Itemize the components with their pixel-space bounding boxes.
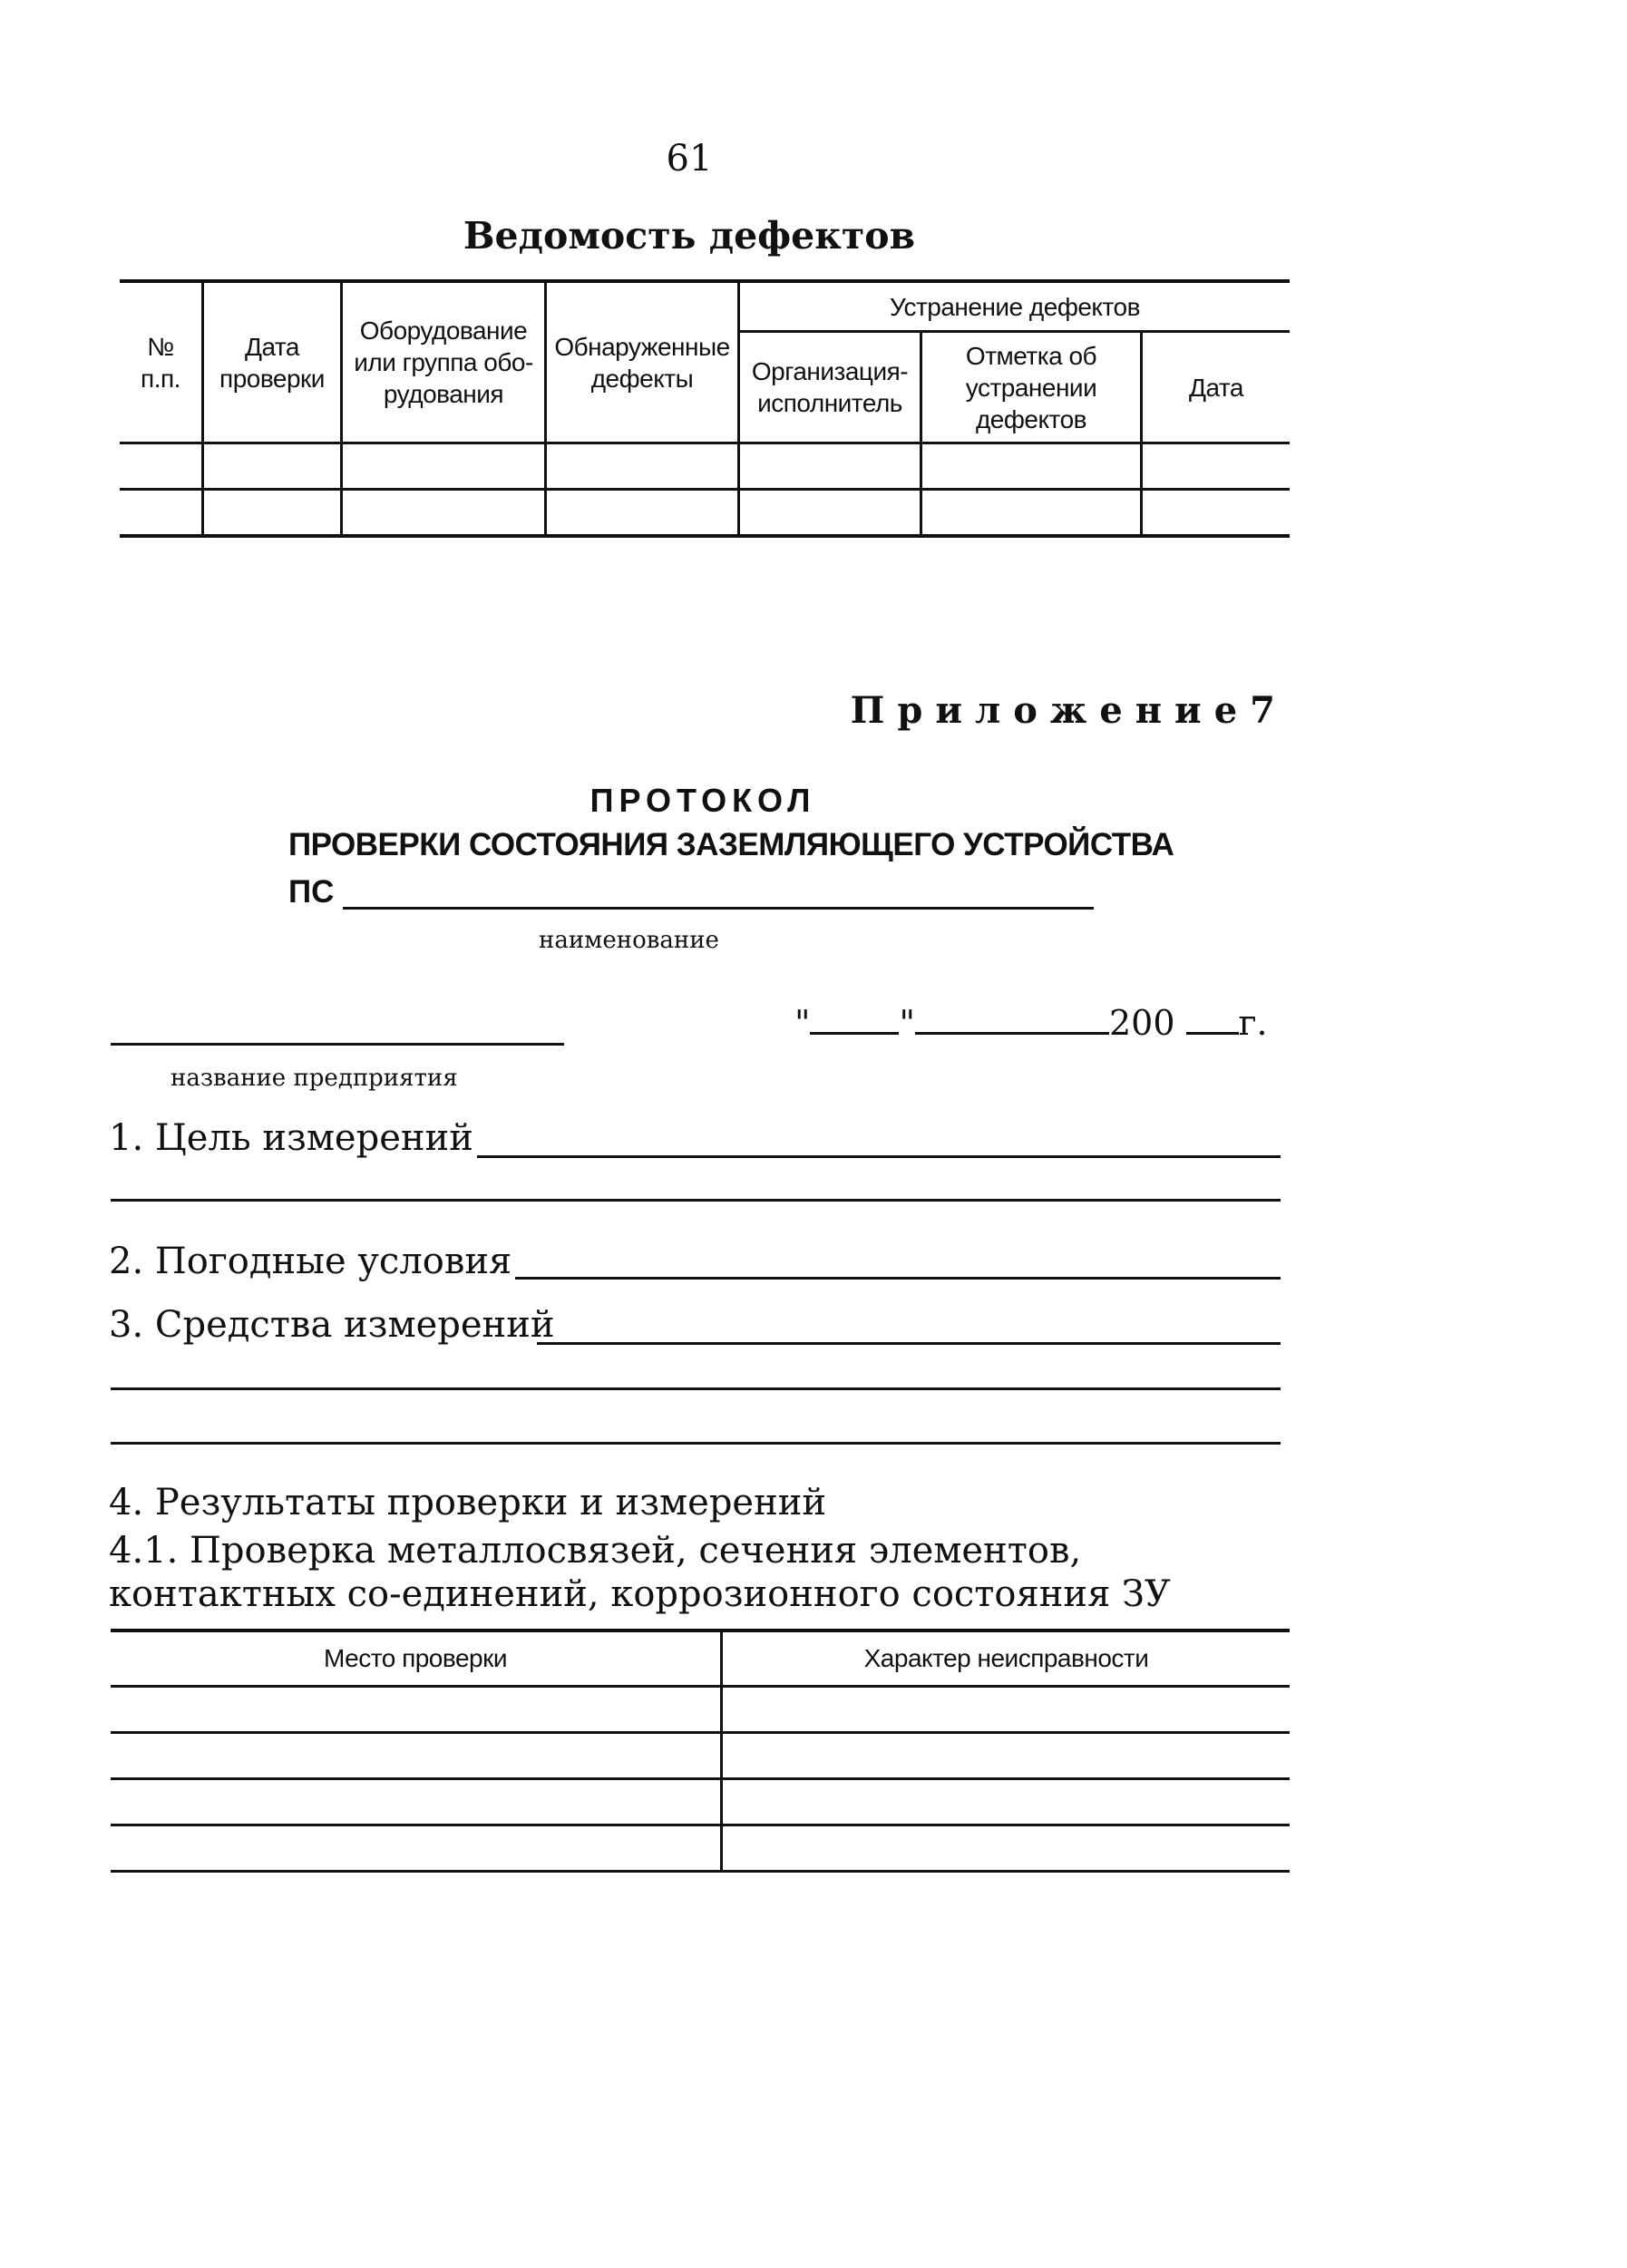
table-cell[interactable] [722, 1825, 1291, 1872]
table-row [111, 1687, 1290, 1733]
check-description: 4.1. Проверка металлосвязей, сечения элементов, контактных со-единений, коррозионного состояния ЗУ [109, 1530, 1171, 1615]
table-cell[interactable] [546, 490, 739, 537]
header-equipment: Оборудование или группа обо-рудования [342, 281, 546, 443]
check-table-header-row [111, 1630, 1290, 1687]
appendix-label: Приложение7 [850, 689, 1288, 732]
header-organization: Организация-исполнитель [739, 332, 921, 443]
instruments-label: 3. Средства измерений [109, 1304, 555, 1346]
goal-field-continued[interactable] [111, 1199, 1281, 1202]
table-cell[interactable] [120, 490, 203, 537]
ps-label: ПС [288, 874, 335, 910]
weather-label: 2. Погодные условия [109, 1241, 512, 1282]
date-close-quote: " [899, 1003, 915, 1043]
table-cell[interactable] [342, 490, 546, 537]
table-cell[interactable] [546, 443, 739, 490]
defects-table [120, 279, 1290, 538]
goal-field[interactable] [477, 1155, 1281, 1158]
date-year-suffix: г. [1238, 1003, 1268, 1043]
date-month-field[interactable] [915, 1005, 1109, 1035]
page-number: 61 [666, 138, 713, 180]
header-fault: Характер неисправности [722, 1630, 1291, 1687]
protocol-title: ПРОТОКОЛ [589, 782, 816, 819]
header-num: № п.п. [120, 281, 203, 443]
name-caption: наименование [539, 927, 719, 954]
protocol-subtitle: ПРОВЕРКИ СОСТОЯНИЯ ЗАЗЕМЛЯЮЩЕГО УСТРОЙСТВА [288, 827, 1174, 862]
table-cell[interactable] [921, 490, 1142, 537]
goal-label: 1. Цель измерений [109, 1117, 473, 1159]
header-date: Дата [1142, 332, 1291, 443]
header-mark: Отметка об устранении дефектов [921, 332, 1142, 443]
table-cell[interactable] [1142, 490, 1291, 537]
instruments-field-continued-2[interactable] [111, 1442, 1281, 1445]
date-year-prefix: 200 [1108, 1003, 1175, 1043]
table-cell[interactable] [120, 443, 203, 490]
check-table [111, 1629, 1290, 1873]
table-cell[interactable] [203, 443, 342, 490]
header-found-defects: Обнаруженные дефекты [546, 281, 739, 443]
table-cell[interactable] [1142, 443, 1291, 490]
header-place: Место проверки [111, 1630, 722, 1687]
ps-name-field[interactable] [343, 907, 1094, 910]
table-row [111, 1825, 1290, 1872]
table-cell[interactable] [111, 1779, 722, 1825]
enterprise-name-field[interactable] [111, 1043, 564, 1046]
header-elimination: Устранение дефектов [739, 281, 1291, 332]
weather-field[interactable] [515, 1277, 1281, 1280]
instruments-field[interactable] [537, 1342, 1281, 1345]
table-row [120, 443, 1290, 490]
enterprise-caption: название предприятия [170, 1065, 458, 1092]
table-cell[interactable] [739, 443, 921, 490]
table-cell[interactable] [739, 490, 921, 537]
table-cell[interactable] [111, 1733, 722, 1779]
defects-table-header-row [120, 281, 1290, 332]
table-cell[interactable] [111, 1825, 722, 1872]
defects-sheet-title: Ведомость дефектов [463, 214, 916, 258]
table-row [111, 1733, 1290, 1779]
table-cell[interactable] [722, 1687, 1291, 1733]
table-cell[interactable] [342, 443, 546, 490]
table-cell[interactable] [722, 1733, 1291, 1779]
table-cell[interactable] [722, 1779, 1291, 1825]
table-cell[interactable] [921, 443, 1142, 490]
table-cell[interactable] [203, 490, 342, 537]
table-cell[interactable] [111, 1687, 722, 1733]
results-label: 4. Результаты проверки и измерений [109, 1482, 827, 1523]
date-day-field[interactable] [810, 1005, 899, 1035]
header-check-date: Дата проверки [203, 281, 342, 443]
date-row [794, 1003, 1268, 1043]
instruments-field-continued-1[interactable] [111, 1387, 1281, 1390]
date-year-field[interactable] [1186, 1005, 1239, 1035]
date-open-quote: " [794, 1003, 811, 1043]
table-row [120, 490, 1290, 537]
table-row [111, 1779, 1290, 1825]
